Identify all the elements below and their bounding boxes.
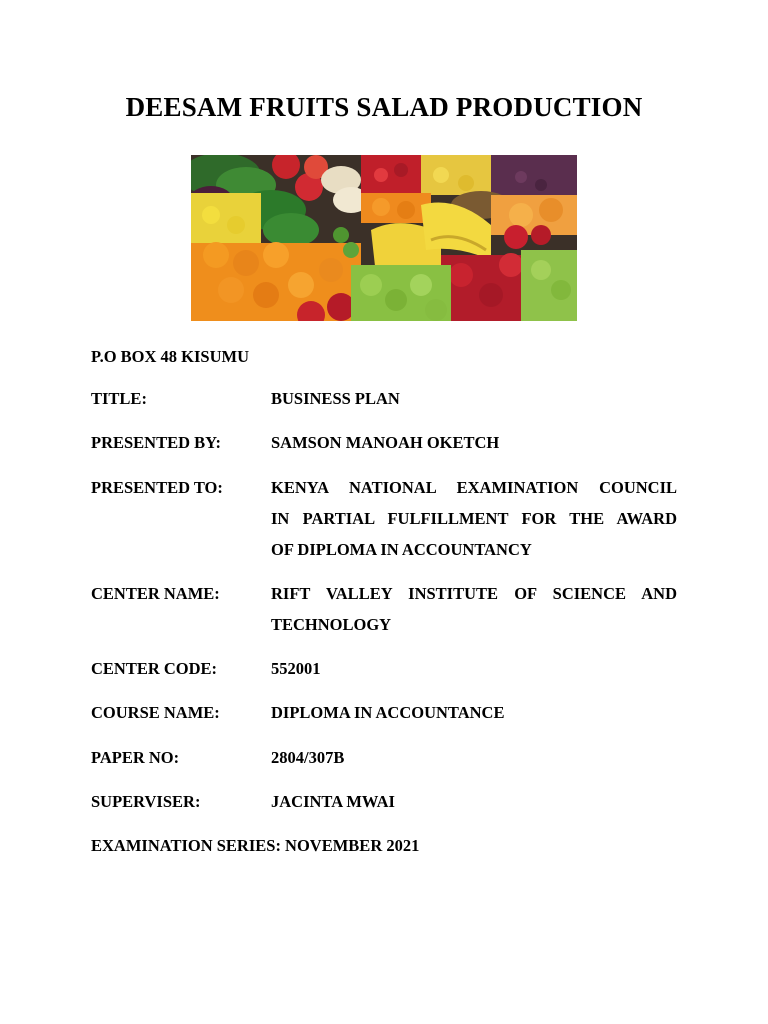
field-value-line: IN PARTIAL FULFILLMENT FOR THE AWARD xyxy=(271,509,677,528)
fruits-illustration xyxy=(191,155,577,321)
document-title: DEESAM FRUITS SALAD PRODUCTION xyxy=(125,92,643,122)
field-value: SAMSON MANOAH OKETCH xyxy=(271,433,500,452)
field-value: 552001 xyxy=(271,659,321,678)
field-label: CENTER CODE: xyxy=(91,659,218,678)
field-value: DIPLOMA IN ACCOUNTANCE xyxy=(271,703,505,722)
field-label: COURSE NAME: xyxy=(91,703,220,722)
fruits-display-photo xyxy=(191,155,577,321)
exam-series-line: EXAMINATION SERIES: NOVEMBER 2021 xyxy=(91,836,420,855)
field-label: CENTER NAME: xyxy=(91,584,220,603)
field-value: JACINTA MWAI xyxy=(271,792,395,811)
field-value-block xyxy=(271,472,677,565)
field-value: BUSINESS PLAN xyxy=(271,389,400,408)
field-value-line: OF DIPLOMA IN ACCOUNTANCY xyxy=(271,540,532,559)
field-value-line: RIFT VALLEY INSTITUTE OF SCIENCE AND xyxy=(271,584,677,603)
field-value-line: TECHNOLOGY xyxy=(271,615,392,634)
field-label: SUPERVISER: xyxy=(91,792,201,811)
field-label: TITLE: xyxy=(91,389,147,408)
field-label: PRESENTED TO: xyxy=(91,478,223,497)
field-label: PRESENTED BY: xyxy=(91,433,222,452)
address-line: P.O BOX 48 KISUMU xyxy=(91,347,249,366)
field-value: 2804/307B xyxy=(271,748,345,767)
field-label: PAPER NO: xyxy=(91,748,180,767)
field-value-line: KENYA NATIONAL EXAMINATION COUNCIL xyxy=(271,478,677,497)
field-value-block xyxy=(271,578,677,640)
